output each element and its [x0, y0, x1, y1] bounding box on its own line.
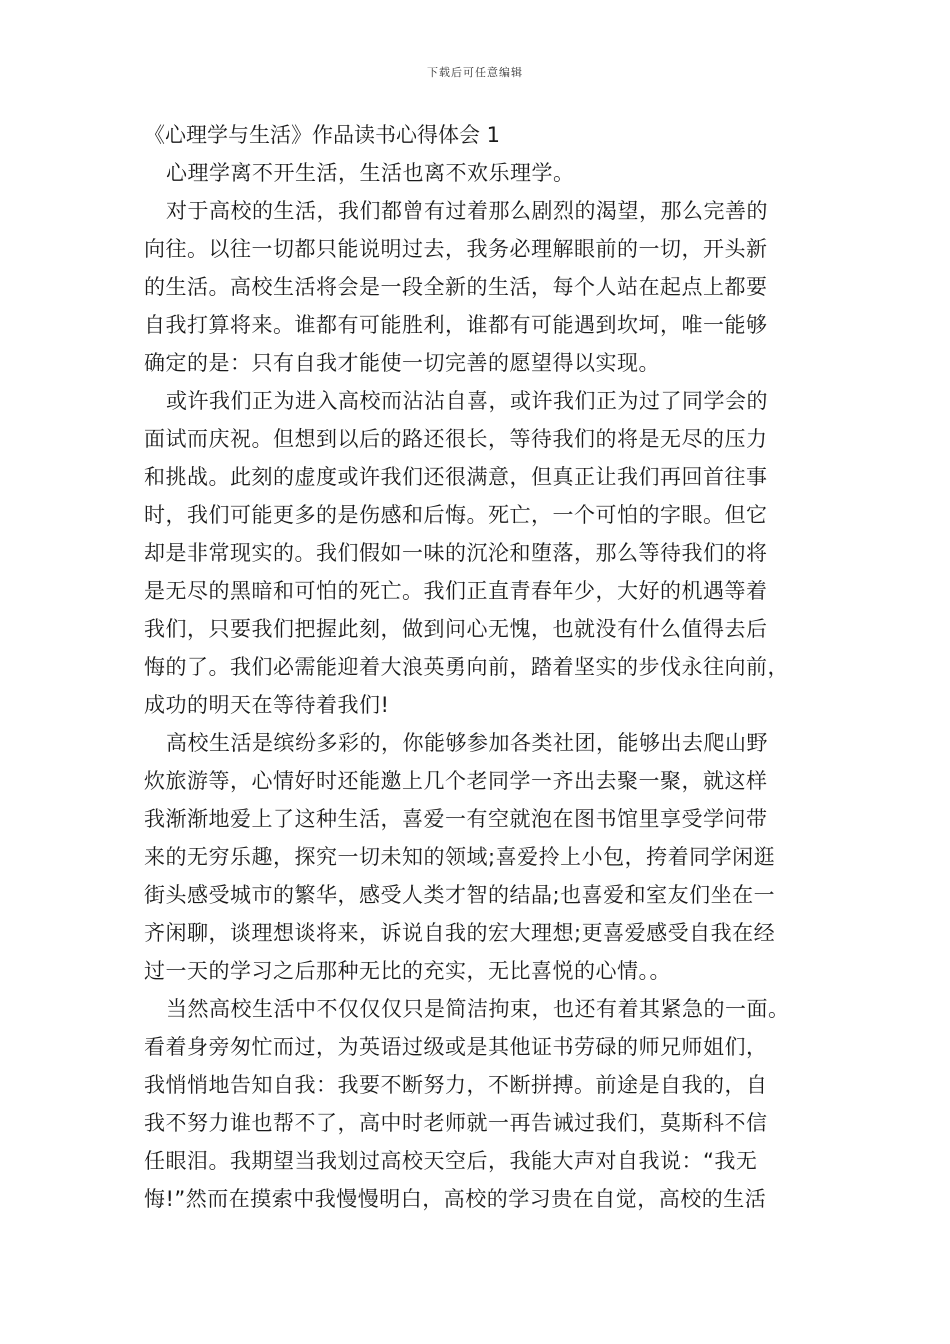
paragraph-line: 来的无穷乐趣，探究一切未知的领域;喜爱拎上小包，挎着同学闲逛	[144, 845, 776, 869]
paragraph-line: 是无尽的黑暗和可怕的死亡。我们正直青春年少，大好的机遇等着	[144, 579, 768, 603]
paragraph-line: 任眼泪。我期望当我划过高校天空后，我能大声对自我说：“我无	[144, 1149, 758, 1173]
document-title: 《心理学与生活》作品读书心得体会 1	[144, 123, 501, 147]
header-note: 下载后可任意编辑	[427, 66, 523, 79]
paragraph-4	[144, 724, 806, 990]
paragraph-line: 的生活。高校生活将会是一段全新的生活，每个人站在起点上都要	[144, 275, 768, 299]
paragraph-line: 向往。以往一切都只能说明过去，我务必理解眼前的一切，开头新	[144, 237, 768, 261]
paragraph-1	[144, 154, 806, 192]
paragraph-line: 我渐渐地爱上了这种生活，喜爱一有空就泡在图书馆里享受学问带	[144, 807, 768, 831]
paragraph-line: 悔的了。我们必需能迎着大浪英勇向前，踏着坚实的步伐永往向前，	[144, 655, 789, 679]
paragraph-line: 对于高校的生活，我们都曾有过着那么剧烈的渴望，那么完善的	[166, 199, 768, 223]
paragraph-3	[144, 382, 806, 724]
paragraph-line: 炊旅游等，心情好时还能邀上几个老同学一齐出去聚一聚，就这样	[144, 769, 768, 793]
paragraph-line: 自我打算将来。谁都有可能胜利，谁都有可能遇到坎坷，唯一能够	[144, 313, 768, 337]
paragraph-line: 悔!”然而在摸索中我慢慢明白，高校的学习贵在自觉，高校的生活	[144, 1187, 767, 1211]
paragraph-line: 当然高校生活中不仅仅仅只是简洁拘束，也还有着其紧急的一面。	[166, 997, 790, 1021]
paragraph-line: 面试而庆祝。但想到以后的路还很长，等待我们的将是无尽的压力	[144, 427, 768, 451]
paragraph-line: 确定的是：只有自我才能使一切完善的愿望得以实现。	[144, 351, 660, 375]
paragraph-line: 我悄悄地告知自我：我要不断努力，不断拼搏。前途是自我的，自	[144, 1073, 768, 1097]
paragraph-2	[144, 192, 806, 382]
paragraph-line: 齐闲聊，谈理想谈将来，诉说自我的宏大理想;更喜爱感受自我在经	[144, 921, 776, 945]
paragraph-line: 心理学离不开生活，生活也离不欢乐理学。	[166, 161, 575, 185]
document-body	[144, 116, 806, 1218]
paragraph-line: 我不努力谁也帮不了，高中时老师就一再告诫过我们，莫斯科不信	[144, 1111, 768, 1135]
paragraph-5	[144, 990, 806, 1218]
paragraph-line: 或许我们正为进入高校而沾沾自喜，或许我们正为过了同学会的	[166, 389, 768, 413]
paragraph-line: 时，我们可能更多的是伤感和后悔。死亡，一个可怕的字眼。但它	[144, 503, 768, 527]
paragraph-line: 却是非常现实的。我们假如一味的沉沦和堕落，那么等待我们的将	[144, 541, 768, 565]
paragraph-line: 高校生活是缤纷多彩的，你能够参加各类社团，能够出去爬山野	[166, 731, 768, 755]
paragraph-line: 和挑战。此刻的虚度或许我们还很满意，但真正让我们再回首往事	[144, 465, 768, 489]
paragraph-line: 街头感受城市的繁华，感受人类才智的结晶;也喜爱和室友们坐在一	[144, 883, 776, 907]
paragraph-line: 看着身旁匆忙而过，为英语过级或是其他证书劳碌的师兄师姐们，	[144, 1035, 768, 1059]
paragraph-line: 成功的明天在等待着我们!	[144, 693, 390, 717]
paragraph-line: 过一天的学习之后那种无比的充实，无比喜悦的心情。。	[144, 959, 671, 983]
paragraph-line: 我们，只要我们把握此刻，做到问心无愧，也就没有什么值得去后	[144, 617, 768, 641]
